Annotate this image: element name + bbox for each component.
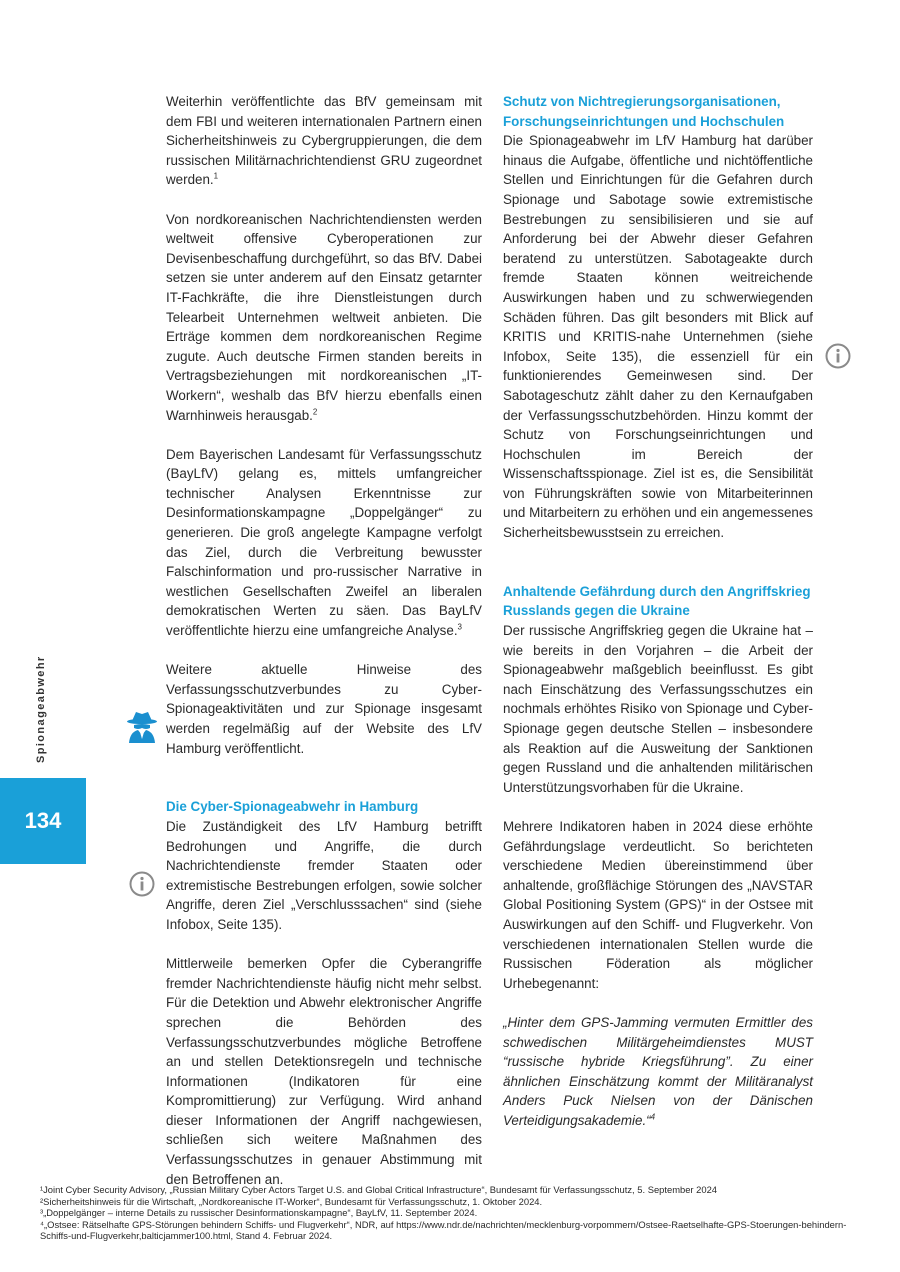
paragraph: Mehrere Indikatoren haben in 2024 diese erhöhte Gefährdungslage verdeutlicht. So berichteten verschiedene Medien übereinstimmend über anhaltende, großflächige Störungen des „NAVSTAR Global Positioning System (GPS)“ in der Ostsee mit Auswirkungen auf den Schiff- und Flugverkehr. Von verschiedenen internationalen Stellen wurde die Russischen Föderation als möglicher Urhebegenannt: — [503, 818, 813, 991]
footnote-ref: 1 — [213, 171, 219, 181]
paragraph: Mittlerweile bemerken Opfer die Cyberangriffe fremder Nachrichtendienste häufig nicht mehr selbst. Für die Detektion und Abwehr elektronischer Angriffe sprechen die Behörden des Verfassungsschutzverbundes mögliche Betroffene an und stellen Detektionsregeln und technische Informationen (Indikatoren für eine Kompromittierung) zur Verfügung. Wird anhand dieser Informationen der Angriff nachgewiesen, schließen sich weitere Maßnahmen des Verfassungsschutzes in genauer Abstimmung mit den Betroffenen an. — [166, 956, 482, 1187]
page-number: 134 — [24, 808, 62, 833]
page-number-box — [0, 778, 86, 864]
info-icon — [825, 343, 851, 369]
paragraph: Dem Bayerischen Landesamt für Verfassungsschutz (BayLfV) gelang es, mittels umfangreicher technischer Analysen Erkenntnisse zur Desinformationskampagne „Doppelgänger“ zu generieren. Die groß angelegte Kampagne verfolgt das Ziel, durch die Verbreitung bewusster Falschinformation und pro-russischer Narrative in westlichen Gesellschaften Zweifel an liberalen demokratischen Werten zu säen. Das BayLfV veröffentlichte hierzu eine umfangreiche Analyse.$^3$ — [166, 446, 482, 639]
info-icon — [129, 871, 155, 897]
spy-icon — [124, 708, 160, 744]
paragraph: Der russische Angriffskrieg gegen die Ukraine hat – wie bereits in den Vorjahren – die Arbeit der Spionageabwehr maßgeblich beeinflusst. Es gibt nach Einschätzung des Verfassungsschutzes ein nochmals erhöhtes Risiko von Spionage und Cyber-Spionage gegen deutsche Stellen – insbesondere als Reaktion auf die Ausweitung der Sanktionen gegen Russland und die anhaltenden militärischen Unterstützungsvorhaben für die Ukraine. — [503, 623, 813, 795]
quote: „Hinter dem GPS-Jamming vermuten Ermittler des schwedischen Militärgeheimdienstes MUST “russische hybride Kriegsführung”. Zu einer ähnlichen Einschätzung kommt der Militäranalyst Anders Puck Nielsen von der Dänischen Verteidigungsakademie.“$^4$ — [503, 1014, 813, 1128]
side-section-label — [35, 655, 51, 765]
footnote: ⁴„Ostsee: Rätselhafte GPS-Störungen behindern Schiffs- und Flugverkehr“, NDR, auf https://www.ndr.de/nachrichten/mecklenburg-vorpommern/Ostsee-Raetselhafte-GPS-Stoerungen-behindern-Schiffs-und-Flugverkehr,balticjammer100.html, Stand 4. Februar 2024. — [40, 1218, 847, 1242]
paragraph: Weitere aktuelle Hinweise des Verfassungsschutzverbundes zu Cyber-Spionageaktivitäten und zur Spionage insgesamt werden regelmäßig auf der Website des LfV Hamburg veröffentlicht. — [166, 662, 482, 756]
section-heading: Die Cyber-Spionageabwehr in Hamburg — [166, 799, 419, 815]
footnote: ¹Joint Cyber Security Advisory, „Russian Military Cyber Actors Target U.S. and Global Critical Infrastructure“, Bundesamt für Verfassungsschutz, 5. September 2024 — [40, 1184, 718, 1195]
right-column — [503, 92, 813, 1150]
paragraph: Von nordkoreanischen Nachrichtendiensten werden weltweit offensive Cyberoperationen zur Devisenbeschaffung durchgeführt, so das BfV. Dabei setzen sie unter anderem auf den Einsatz getarnter IT-Fachkräfte, die ihre Dienstleistungen durch Telearbeit Unternehmen weltweit anbieten. Die Erträge kommen dem nordkoreanischen Regime zugute. Auch deutsche Firmen standen bereits in Vertragsbeziehungen mit nordkoreanischen „IT-Workern“, weshalb das BfV hierzu ebenfalls einen Warnhinweis herausgab.$^2$ — [166, 211, 482, 423]
section-label-text: Spionageabwehr — [35, 655, 47, 763]
footnote-ref: 3 — [457, 622, 462, 632]
left-column — [166, 92, 482, 1209]
section-heading: Schutz von Nichtregierungsorganisationen, Forschungseinrichtungen und Hochschulen — [503, 94, 785, 129]
section-heading: Anhaltende Gefährdung durch den Angriffskrieg Russlands gegen die Ukraine — [503, 583, 811, 619]
paragraph: Weiterhin veröffentlichte das BfV gemeinsam mit dem FBI und weiteren internationalen Partnern einen Sicherheitshinweis zu Cybergruppierungen, die dem russischen Militärnachrichtendienst GRU zugeordnet werden.$^1$ — [166, 94, 482, 188]
footnote-ref: 4 — [650, 1112, 656, 1122]
footnote-ref: 2 — [312, 407, 318, 417]
paragraph: Die Spionageabwehr im LfV Hamburg hat darüber hinaus die Aufgabe, öffentliche und nichtöffentliche Stellen und Einrichtungen für die Gefahren durch Spionage und Sabotage sowie extremistische Bestrebungen zu sensibilisieren und sie auf Anforderung bei der Abwehr dieser Gefahren beratend zu unterstützen. Sabotageakte durch fremde Staaten können weitreichende Auswirkungen haben und zu schwerwiegenden Schäden führen. Das gilt besonders mit Blick auf KRITIS und KRITIS-nahe Unternehmen (siehe Infobox, Seite 135), die essenziell für ein funktionierendes Gemeinwesen sind. Der Sabotageschutz zählt daher zu den Kernaufgaben der Verfassungsschutzbehörden. Hinzu kommt der Schutz von Forschungseinrichtungen und Hochschulen im Bereich der Wissenschaftsspionage. Ziel ist es, die Sensibilität von Führungskräften sowie von Mitarbeiterinnen und Mitarbeitern zu erhöhen und ein angemessenes Sicherheitsbewusstsein zu erreichen. — [503, 133, 813, 541]
footnotes — [40, 1184, 860, 1242]
footnote: ³„Doppelgänger – interne Details zu russischer Desinformationskampagne“, BayLfV, 11. September 2024. — [40, 1207, 478, 1219]
footnote: ²Sicherheitshinweis für die Wirtschaft, „Nordkoreanische IT-Worker“, Bundesamt für Verfassungsschutz, 1. Oktober 2024. — [40, 1195, 543, 1207]
paragraph: Die Zuständigkeit des LfV Hamburg betrifft Bedrohungen und Angriffe, die durch Nachrichtendienste fremder Staaten oder extremistische Bestrebungen erfolgen, sowie solcher Angriffe, deren Ziel „Verschlusssachen“ sind (siehe Infobox, Seite 135). — [166, 818, 482, 932]
